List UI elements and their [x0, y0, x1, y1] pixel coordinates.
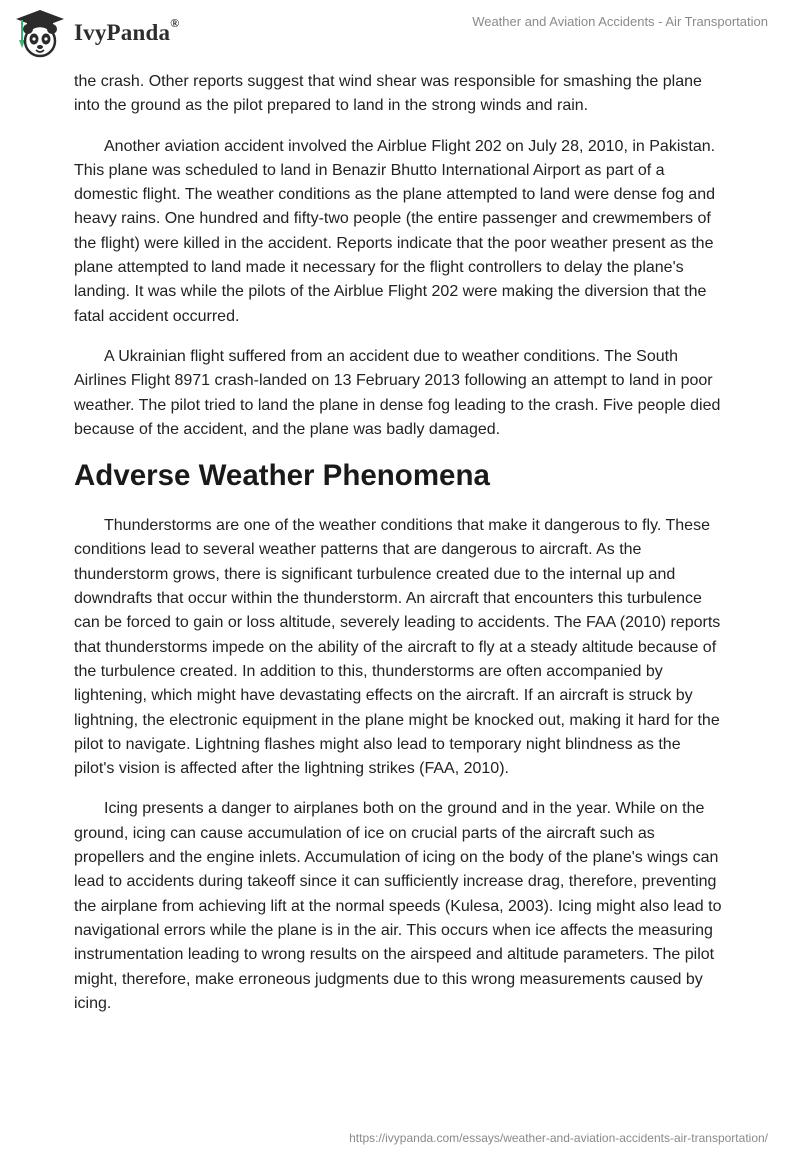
brand-name: IvyPanda® — [74, 16, 180, 45]
panda-graduate-icon — [14, 8, 66, 58]
paragraph-icing: Icing presents a danger to airplanes both on the ground and in the year. While on the ground, icing can cause accumulation of ice on crucial parts of the aircraft such as propellers and the engine inlets. Accumulation of icing on the body of the plane's wings can lead to accidents during takeoff since it can sufficiently increase drag, therefore, preventing the airplane from achieving lift at the normal speeds (Kulesa, 2003). Icing might also lead to navigational errors while the plane is in the air. This occurs when ice affects the measuring instrumentation leading to wrong results on the airspeed and altitude parameters. The pilot might, therefore, make erroneous judgments due to this wrong measurements caused by icing. — [74, 800, 722, 1012]
paragraph-thunderstorms: Thunderstorms are one of the weather conditions that make it dangerous to fly. These conditions lead to several weather patterns that are dangerous to aircraft. As the thunderstorm grows, there is significant turbulence created due to the internal up and downdrafts that occur within the thunderstorm. An aircraft that encounters this turbulence can be forced to gain or loss altitude, severely leading to accidents. The FAA (2010) reports that thunderstorms impede on the ability of the aircraft to fly at a steady altitude because of the turbulence created. In addition to this, thunderstorms are often accompanied by lightening, which might have devastating effects on the aircraft. If an aircraft is struck by lightning, the electronic equipment in the plane might be knocked out, making it hard for the pilot to navigate. Lightning flashes might also lead to temporary night blindness as the pilot's vision is affected after the lightning strikes (FAA, 2010). — [74, 517, 721, 778]
page-header — [0, 0, 800, 68]
section-heading: Adverse Weather Phenomena — [74, 459, 490, 493]
document-title: Weather and Aviation Accidents - Air Transportation — [472, 14, 768, 29]
ivypanda-logo[interactable] — [14, 8, 179, 58]
source-url[interactable]: https://ivypanda.com/essays/weather-and-aviation-accidents-air-transportation/ — [349, 1131, 768, 1145]
paragraph-ukrainian-flight: A Ukrainian flight suffered from an accident due to weather conditions. The South Airlines Flight 8971 crash-landed on 13 February 2013 following an attempt to land in poor weather. The pilot tried to land the plane in dense fog leading to the crash. Five people died because of the accident, and the plane was badly damaged. — [74, 347, 721, 438]
paragraph-airblue-flight: Another aviation accident involved the Airblue Flight 202 on July 28, 2010, in Pakistan. This plane was scheduled to land in Benazir Bhutto International Airport as part of a domestic flight. The weather conditions as the plane attempted to land were dense fog and heavy rains. One hundred and fifty-two people (the entire passenger and crewmembers of the flight) were killed in the accident. Reports indicate that the poor weather present as the plane attempted to land made it necessary for the flight controllers to delay the plane's landing. It was while the pilots of the Airblue Flight 202 were making the diversion that the fatal accident occurred. — [74, 137, 716, 325]
paragraph-crash-continued: the crash. Other reports suggest that wind shear was responsible for smashing the plane into the ground as the pilot prepared to land in the strong winds and rain. — [74, 73, 702, 115]
registered-mark: ® — [170, 16, 180, 31]
essay-content — [74, 70, 724, 1032]
